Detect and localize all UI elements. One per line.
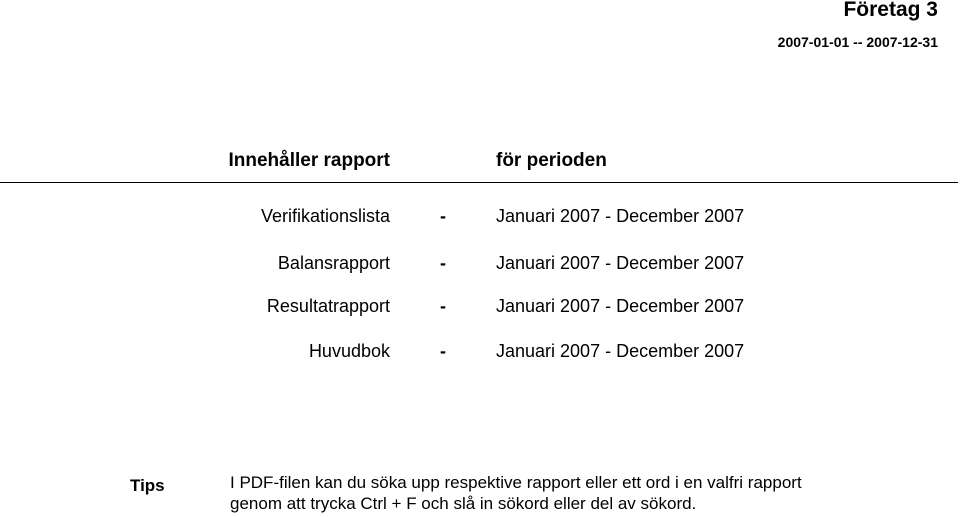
report-separator: - xyxy=(440,206,446,226)
tips-label: Tips xyxy=(130,476,165,495)
report-separator: - xyxy=(440,296,446,316)
report-period: 2007-01-01 -- 2007-12-31 xyxy=(777,34,938,50)
company-title: Företag 3 xyxy=(843,0,938,21)
tips-text: I PDF-filen kan du söka upp respektive rapport eller ett ord i en valfri rapport genom att trycka Ctrl + F och slå in sökord eller del av sökord. xyxy=(230,473,802,513)
report-row-resultatrapport xyxy=(0,296,960,320)
report-name: Resultatrapport xyxy=(266,296,390,316)
column-header-report: Innehåller rapport xyxy=(228,150,390,171)
report-range: Januari 2007 - December 2007 xyxy=(496,253,745,273)
header-divider xyxy=(0,182,958,183)
report-row-huvudbok xyxy=(0,341,960,365)
column-header-period: för perioden xyxy=(496,150,607,171)
report-name: Balansrapport xyxy=(277,253,390,273)
report-range: Januari 2007 - December 2007 xyxy=(496,206,745,226)
report-name: Huvudbok xyxy=(308,341,390,361)
report-range: Januari 2007 - December 2007 xyxy=(496,341,745,361)
report-range: Januari 2007 - December 2007 xyxy=(496,296,745,316)
report-row-verifikationslista xyxy=(0,206,960,230)
report-separator: - xyxy=(440,253,446,273)
report-row-balansrapport xyxy=(0,253,960,277)
report-separator: - xyxy=(440,341,446,361)
report-name: Verifikationslista xyxy=(260,206,390,226)
